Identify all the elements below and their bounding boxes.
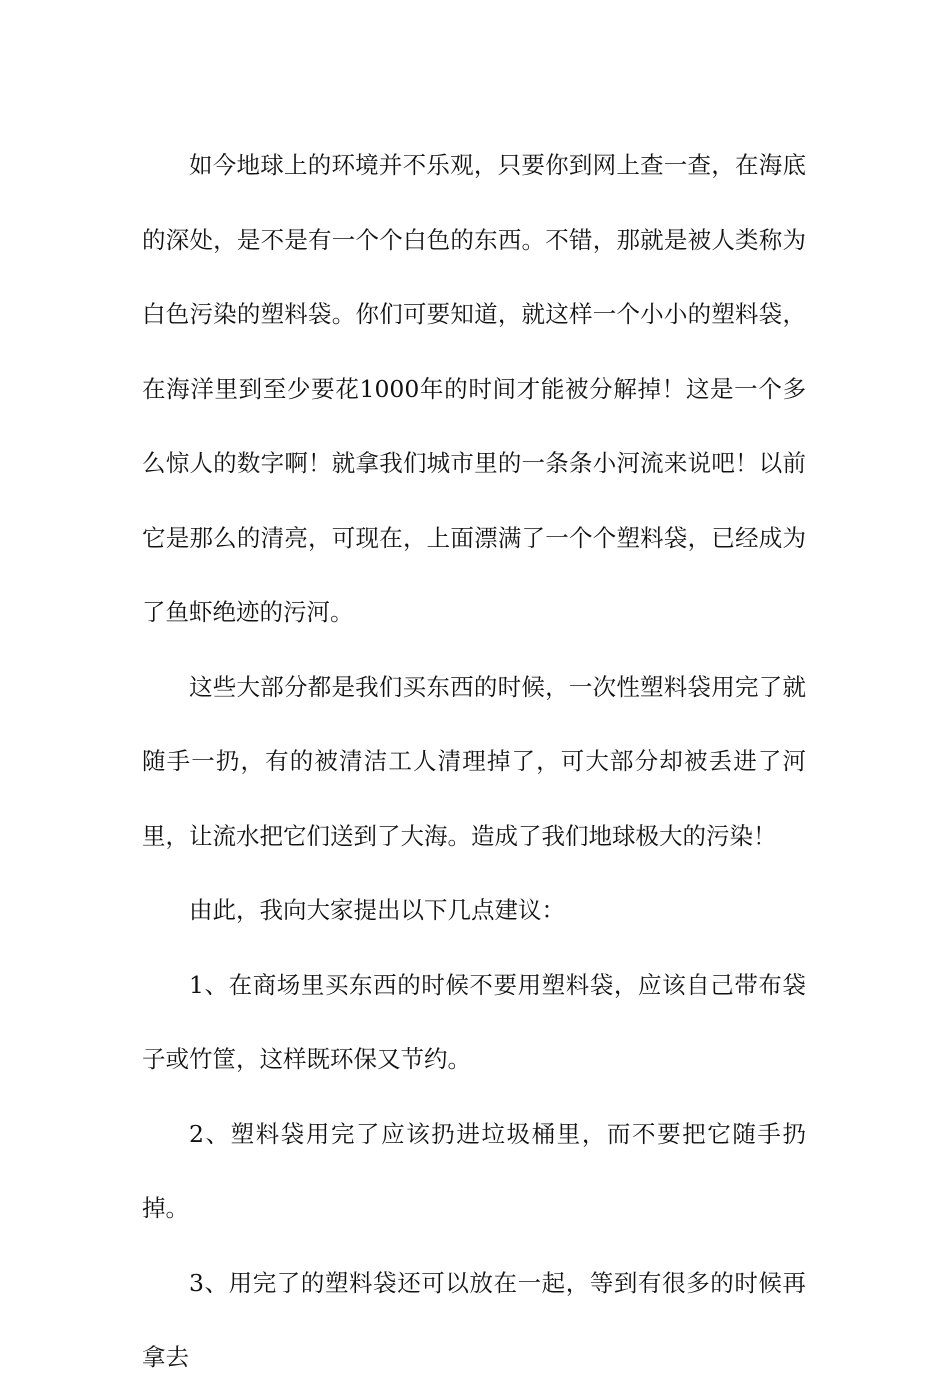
paragraph-suggestion-3: 3、用完了的塑料袋还可以放在一起，等到有很多的时候再拿去 (142, 1268, 806, 1371)
document-body (142, 128, 806, 1395)
paragraph-suggestions-intro: 由此，我向大家提出以下几点建议： (189, 896, 565, 924)
paragraph-suggestion-2: 2、塑料袋用完了应该扔进垃圾桶里，而不要把它随手扔掉。 (142, 1119, 806, 1222)
paragraph-suggestion-1: 1、在商场里买东西的时候不要用塑料袋，应该自己带布袋子或竹筐，这样既环保又节约。 (142, 970, 806, 1073)
paragraph-pollution-cause: 这些大部分都是我们买东西的时候，一次性塑料袋用完了就随手一扔，有的被清洁工人清理掉了，可大部分却被丢进了河里，让流水把它们送到了大海。造成了我们地球极大的污染！ (142, 672, 806, 850)
paragraph-environment: 如今地球上的环境并不乐观，只要你到网上查一查，在海底的深处，是不是有一个个白色的东西。不错，那就是被人类称为白色污染的塑料袋。你们可要知道，就这样一个小小的塑料袋，在海洋里到至少要花1000年的时间才能被分解掉！这是一个多么惊人的数字啊！就拿我们城市里的一条条小河流来说吧！以前它是那么的清亮，可现在，上面漂满了一个个塑料袋，已经成为了鱼虾绝迹的污河。 (142, 151, 806, 626)
